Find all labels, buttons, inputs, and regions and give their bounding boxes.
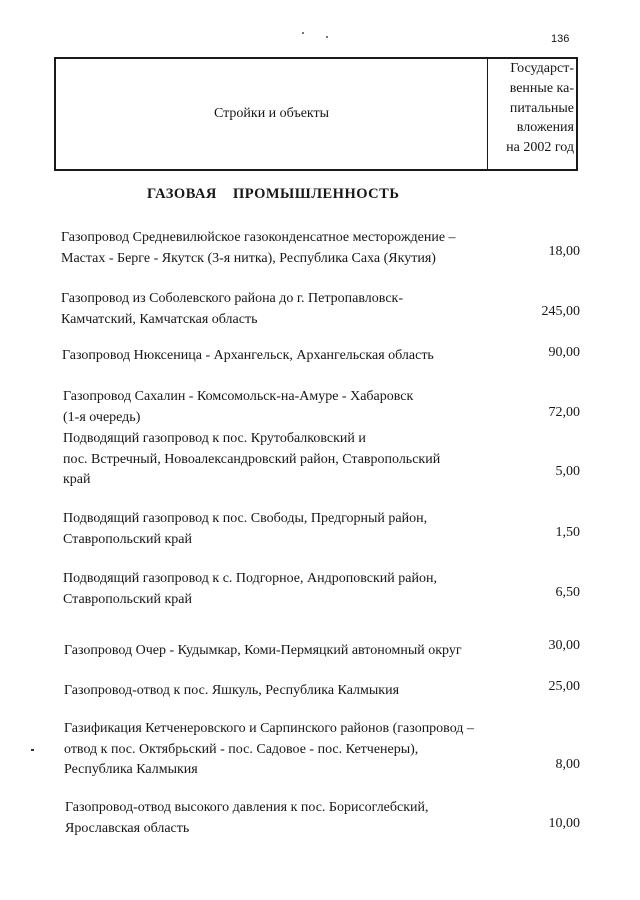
project-name: Газопровод Сахалин - Комсомольск-на-Амуре - Хабаровск (1-я очередь) bbox=[63, 389, 414, 425]
page-number: 136 bbox=[551, 33, 570, 45]
investment-column-header: Государст- венные ка- питальные вложения на 2002 год bbox=[506, 61, 574, 156]
project-name: Газификация Кетченеровского и Сарпинского районов (газопровод – отвод к пос. Октябрьский - пос. Садовое - пос. Кетченеры), Республика Калмыкия bbox=[64, 721, 474, 777]
list-item bbox=[0, 228, 640, 266]
project-name: Подводящий газопровод к пос. Крутобалковский и пос. Встречный, Новоалександровский район, Ставропольский край bbox=[63, 431, 441, 487]
list-item bbox=[0, 387, 640, 425]
investment-value: 5,00 bbox=[555, 464, 580, 479]
investment-value: 30,00 bbox=[548, 638, 580, 653]
scan-speck bbox=[302, 32, 304, 34]
investment-value: 10,00 bbox=[548, 816, 580, 831]
header-table bbox=[54, 57, 578, 171]
project-name: Газопровод-отвод к пос. Яшкуль, Республика Калмыкия bbox=[64, 683, 400, 698]
list-item bbox=[0, 679, 640, 698]
project-name: Газопровод Очер - Кудымкар, Коми-Пермяцкий автономный округ bbox=[64, 643, 462, 658]
list-item bbox=[0, 429, 640, 487]
project-name: Подводящий газопровод к пос. Свободы, Предгорный район, Ставропольский край bbox=[63, 511, 428, 547]
investment-value: 6,50 bbox=[555, 585, 580, 600]
project-name: Подводящий газопровод к с. Подгорное, Андроповский район, Ставропольский край bbox=[63, 571, 437, 607]
list-item bbox=[0, 345, 640, 363]
list-item bbox=[0, 638, 640, 658]
investment-value: 8,00 bbox=[555, 757, 580, 772]
investment-value: 25,00 bbox=[548, 679, 580, 694]
column-divider bbox=[487, 59, 488, 169]
investment-value: 1,50 bbox=[555, 525, 580, 540]
investment-value: 90,00 bbox=[548, 345, 580, 360]
margin-mark bbox=[31, 749, 34, 751]
project-name: Газопровод Нюксеница - Архангельск, Архангельская область bbox=[62, 348, 434, 363]
project-name: Газопровод из Соболевского района до г. Петропавловск- Камчатский, Камчатская область bbox=[61, 291, 403, 327]
list-item bbox=[0, 569, 640, 607]
investment-value: 72,00 bbox=[548, 405, 580, 420]
investment-value: 18,00 bbox=[548, 244, 580, 259]
scan-speck bbox=[326, 36, 328, 38]
project-name: Газопровод-отвод высокого давления к пос. Борисоглебский, Ярославская область bbox=[65, 800, 429, 836]
list-item bbox=[0, 289, 640, 327]
project-name: Газопровод Средневилюйское газоконденсатное месторождение – Мастах - Берге - Якутск (3-я нитка), Республика Саха (Якутия) bbox=[61, 230, 456, 266]
list-item bbox=[0, 719, 640, 777]
section-heading: ГАЗОВАЯ ПРОМЫШЛЕННОСТЬ bbox=[147, 186, 400, 202]
header-title: Стройки и объекты bbox=[213, 106, 330, 121]
investment-value: 245,00 bbox=[541, 304, 580, 319]
list-item bbox=[0, 509, 640, 547]
list-item bbox=[0, 798, 640, 836]
